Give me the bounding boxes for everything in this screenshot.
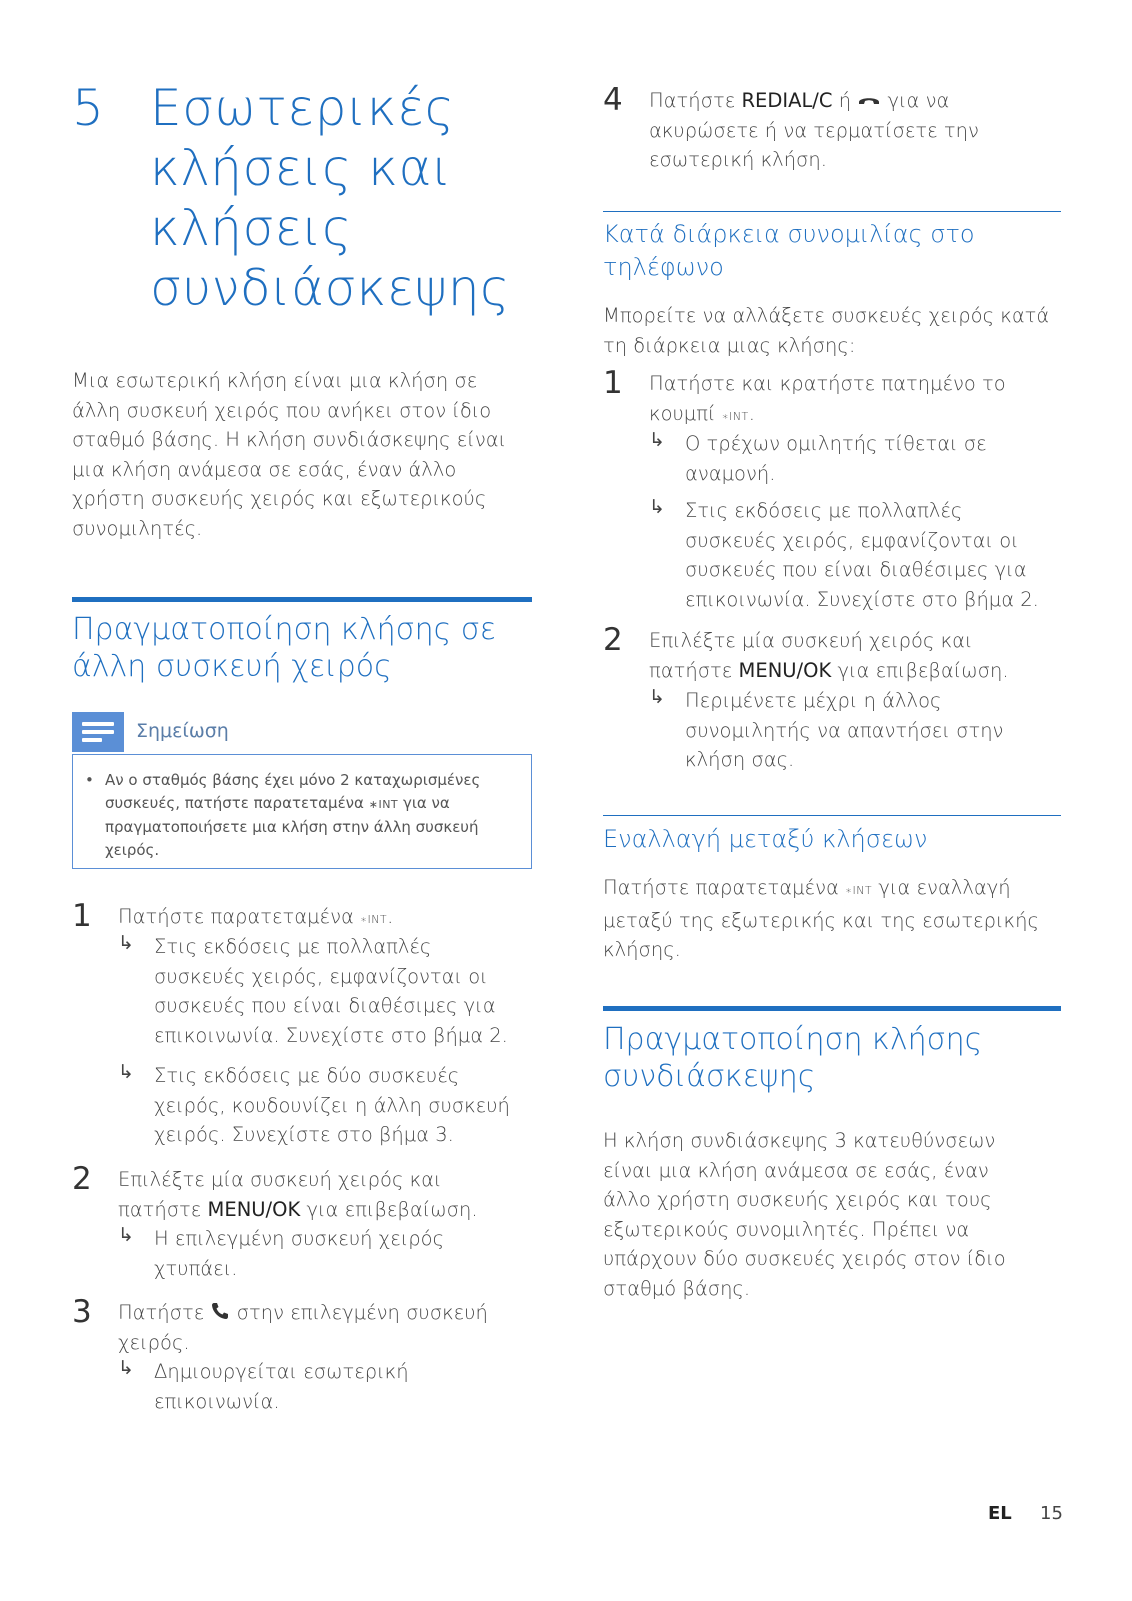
chapter-title-line: Εσωτερικές bbox=[150, 79, 455, 137]
note-header bbox=[72, 712, 532, 752]
redial-key: REDIAL/C bbox=[741, 89, 833, 112]
result-arrow-icon: ↳ bbox=[649, 686, 665, 708]
result-text: Ο τρέχων ομιλητής τίθεται σε αναμονή. bbox=[685, 432, 987, 485]
step-text: Επιλέξτε μία συσκευή χειρός και πατήστε MENU/OK για επιβεβαίωση. bbox=[118, 1168, 478, 1221]
subsection-body: Πατήστε παρατεταμένα ∗INT για εναλλαγή μεταξύ της εξωτερικής και της εσωτερικής κλήσης. bbox=[603, 876, 1039, 961]
chapter-title-line: συνδιάσκεψης bbox=[150, 259, 510, 317]
step-text: Πατήστε στην επιλεγμένη συσκευή χειρός. bbox=[118, 1301, 488, 1354]
chapter-title-line: κλήσεις και bbox=[150, 139, 452, 197]
int-key-icon: ∗INT bbox=[845, 884, 873, 897]
int-key-icon: ∗INT bbox=[721, 409, 749, 423]
page-number: 15 bbox=[1040, 1503, 1063, 1524]
footer-language: EL bbox=[988, 1503, 1012, 1524]
subsection-heading: Εναλλαγή μεταξύ κλήσεων bbox=[603, 825, 928, 853]
bullet: • bbox=[85, 771, 94, 789]
note-icon bbox=[72, 712, 124, 752]
step-number: 1 bbox=[603, 365, 623, 401]
menu-ok-key: MENU/OK bbox=[207, 1197, 301, 1221]
menu-ok-key: MENU/OK bbox=[738, 658, 832, 682]
subsection-rule bbox=[603, 815, 1061, 816]
result-text: Η επιλεγμένη συσκευή χειρός χτυπάει. bbox=[154, 1227, 445, 1280]
note-box bbox=[72, 754, 532, 869]
step-number: 1 bbox=[72, 898, 92, 934]
call-icon bbox=[210, 1301, 230, 1321]
chapter-title-line: κλήσεις bbox=[150, 199, 352, 257]
subsection-rule bbox=[603, 211, 1061, 212]
step-number: 2 bbox=[72, 1161, 92, 1197]
chapter-title bbox=[150, 78, 540, 318]
step-text: Πατήστε παρατεταμένα ∗INT. bbox=[118, 905, 394, 928]
result-arrow-icon: ↳ bbox=[118, 1061, 134, 1083]
result-arrow-icon: ↳ bbox=[649, 429, 665, 451]
step-number: 3 bbox=[72, 1294, 92, 1330]
result-arrow-icon: ↳ bbox=[118, 1357, 134, 1379]
section-rule bbox=[72, 597, 532, 602]
end-call-icon bbox=[857, 93, 881, 107]
result-text: Δημιουργείται εσωτερική επικοινωνία. bbox=[154, 1360, 409, 1413]
intro-line: Μια εσωτερική κλήση είναι μια κλήση σε bbox=[72, 369, 478, 392]
result-arrow-icon: ↳ bbox=[118, 932, 134, 954]
section-heading-line: Πραγματοποίηση κλήσης σε bbox=[72, 612, 496, 647]
section-heading: Πραγματοποίηση κλήσης συνδιάσκεψης bbox=[603, 1022, 983, 1094]
note-text bbox=[73, 755, 531, 874]
int-key-icon: ∗INT bbox=[368, 798, 399, 811]
intro-line: άλλη συσκευή χειρός που ανήκει στον ίδιο bbox=[72, 398, 492, 422]
subsection-heading: Κατά διάρκεια συνομιλίας στο τηλέφωνο bbox=[603, 220, 975, 281]
step-text: Πατήστε και κρατήστε πατημένο το κουμπί ∗INT. bbox=[649, 372, 1006, 425]
step-number: 2 bbox=[603, 622, 623, 658]
section-heading bbox=[72, 611, 542, 685]
result-arrow-icon: ↳ bbox=[649, 496, 665, 518]
step-text: Επιλέξτε μία συσκευή χειρός και πατήστε MENU/OK για επιβεβαίωση. bbox=[649, 629, 1009, 682]
section-heading-line: άλλη συσκευή χειρός bbox=[72, 649, 392, 684]
note-line: συσκευές, πατήστε παρατεταμένα ∗INT για να bbox=[105, 794, 450, 812]
step-number: 4 bbox=[603, 82, 623, 118]
intro-line: χρήστη συσκευής χειρός και εξωτερικούς bbox=[72, 487, 487, 510]
int-key-icon: ∗INT bbox=[360, 913, 388, 926]
chapter-number: 5 bbox=[72, 79, 105, 137]
section-rule bbox=[603, 1006, 1061, 1011]
note-line: πραγματοποιήσετε μια κλήση στην άλλη συσκευή bbox=[105, 818, 479, 836]
intro-paragraph bbox=[72, 366, 532, 543]
result-text: Στις εκδόσεις με δύο συσκευές χειρός, κουδουνίζει η άλλη συσκευή χειρός. Συνεχίστε στο βήμα 3. bbox=[154, 1064, 510, 1146]
section-body: Η κλήση συνδιάσκεψης 3 κατευθύνσεων είναι μια κλήση ανάμεσα σε εσάς, έναν άλλο χρήστη συσκευής χειρός και τους εξωτερικούς συνομιλητές. Πρέπει να υπάρχουν δύο συσκευές χειρός στον ίδιο σταθμό βάσης. bbox=[603, 1129, 1006, 1300]
result-text: Στις εκδόσεις με πολλαπλές συσκευές χειρός, εμφανίζονται οι συσκευές που είναι διαθέσιμες για επικοινωνία. Συνεχίστε στο βήμα 2. bbox=[154, 935, 508, 1047]
result-text: Περιμένετε μέχρι η άλλος συνομιλητής να απαντήσει στην κλήση σας. bbox=[685, 689, 1004, 771]
step-text: Πατήστε REDIAL/C ή για να ακυρώσετε ή να τερματίσετε την εσωτερική κλήση. bbox=[649, 89, 979, 171]
intro-line: σταθμό βάσης. Η κλήση συνδιάσκεψης είναι bbox=[72, 428, 507, 451]
result-text: Στις εκδόσεις με πολλαπλές συσκευές χειρός, εμφανίζονται οι συσκευές που είναι διαθέσιμες για επικοινωνία. Συνεχίστε στο βήμα 2. bbox=[685, 499, 1039, 611]
note-label: Σημείωση bbox=[136, 720, 229, 742]
subsection-intro: Μπορείτε να αλλάξετε συσκευές χειρός κατά τη διάρκεια μιας κλήσης: bbox=[603, 304, 1050, 357]
intro-line: συνομιλητές. bbox=[72, 516, 203, 540]
intro-line: μια κλήση ανάμεσα σε εσάς, έναν άλλο bbox=[72, 457, 457, 481]
result-arrow-icon: ↳ bbox=[118, 1224, 134, 1246]
note-line: Αν ο σταθμός βάσης έχει μόνο 2 καταχωρισμένες bbox=[105, 771, 481, 789]
note-line: χειρός. bbox=[105, 841, 160, 859]
